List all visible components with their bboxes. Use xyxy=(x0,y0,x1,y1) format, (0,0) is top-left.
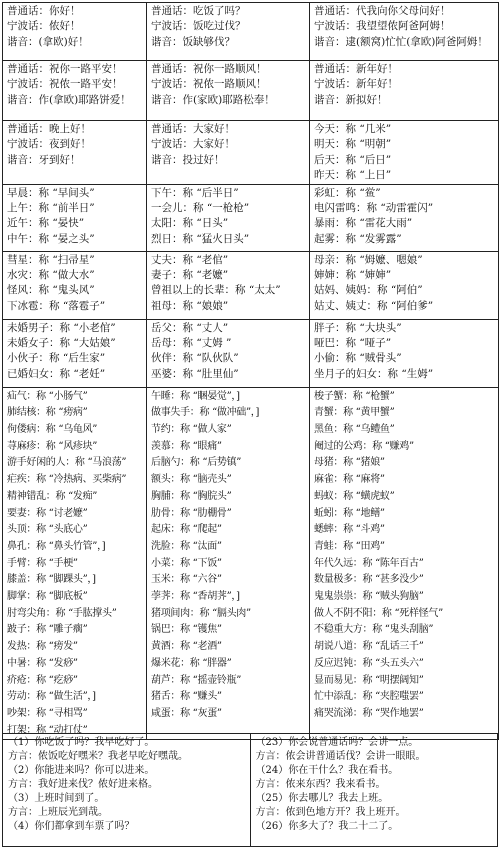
entry-line: 今天：称 “几米” xyxy=(314,123,392,135)
entry-line: 数量极多：称 “甚多没少” xyxy=(314,574,424,586)
table-cell xyxy=(3,251,147,319)
entry-line: 胖子：称 “大块头” xyxy=(314,321,402,334)
entry-line: 姑丈、姨丈：称 “阿伯爹” xyxy=(314,299,434,312)
table-cell xyxy=(3,319,147,387)
entry-line: 彩虹：称 “鲎” xyxy=(314,186,381,199)
entry-line: 发热：称 “痨发” xyxy=(7,641,78,653)
entry-line: 膝盖：称 “脚踝头”，] xyxy=(7,574,96,586)
table-row xyxy=(3,3,499,61)
entry-line: 青蛙：称 “田鸡” xyxy=(314,540,385,552)
entry-line: 起床：称 “爬起” xyxy=(151,524,222,536)
entry-line: 谐音：牙到好！ xyxy=(7,153,81,166)
entry-line: 游手好闲的人：称 “马浪荡” xyxy=(7,457,127,469)
entry-line: 精神错乱：称 “发痴” xyxy=(7,490,98,502)
entry-line: 鼻孔：称 “鼻头竹管”，] xyxy=(7,540,106,552)
entry-line: 上午：称 “前半日” xyxy=(7,202,95,215)
entry-line: 普通话：代我向你父母问好！ xyxy=(314,5,451,17)
entry-line: 中暑：称 “发痧” xyxy=(7,657,78,669)
entry-line: 黄酒：称 “老酒” xyxy=(151,641,222,653)
entry-line: 打架：称 “动打仗” xyxy=(7,724,88,736)
entry-line: 下冰雹：称 “落雹子” xyxy=(7,299,106,312)
entry-line: 午睡：称 “睏晏觉”，] xyxy=(151,390,240,402)
entry-line: 蟋蟀：称 “斗鸡” xyxy=(314,524,385,536)
entry-line: 彗星：称 “扫帚星” xyxy=(7,253,95,266)
entry-line: 母亲：称 “姆嬷、嗯娘” xyxy=(314,253,423,266)
entry-line: 阉过的公鸡：称 “赚鸡” xyxy=(314,440,414,452)
entry-line: 脚掌：称 “脚底板” xyxy=(7,591,88,603)
entry-line: 青蟹：称 “黄甲蟹” xyxy=(314,407,395,419)
dialogue-line: 方言：上班辰光到哉。 xyxy=(8,807,108,818)
entry-line: 疝气：称 “小肠气” xyxy=(7,390,88,402)
entry-line: 未婚男子：称 “小老倌” xyxy=(7,321,116,334)
dialogue-line: 方言：我好进来伐？侬好进来格。 xyxy=(8,779,158,790)
entry-line: 跛子：称 “雕子瘸” xyxy=(7,624,88,636)
entry-line: 痛哭流涕：称 “哭作地罢” xyxy=(314,707,424,719)
table-cell xyxy=(147,387,310,740)
entry-line: 谐音：逮(额窝)忙忙(拿欧)阿爸阿姆！ xyxy=(314,35,488,48)
entry-line: 荸荠：称 “香胡荠”，] xyxy=(151,591,240,603)
entry-line: 岳父：称 “丈人” xyxy=(151,321,229,334)
entry-line: 劳动：称 “做生活”，] xyxy=(7,691,96,703)
dialogue-line: 方言：侬会讲普通话伐？会讲一眼眼。 xyxy=(255,751,426,762)
entry-line: 不稳重大方：称 “鬼头刮脑” xyxy=(314,624,434,636)
dialogue-line: （3）上班时间到了。 xyxy=(8,793,105,804)
entry-line: 宁波话：新年好！ xyxy=(314,78,398,91)
entry-line: 宁波话：侬好！ xyxy=(7,20,81,33)
entry-line: 爆米花：称 “胖器” xyxy=(151,657,232,669)
entry-line: 普通话：祝你一路顺风！ xyxy=(151,63,267,75)
table-row xyxy=(3,184,499,251)
entry-line: 一会儿：称 “一枪枪” xyxy=(151,202,250,215)
entry-line: 谐音：投过好！ xyxy=(151,153,225,166)
entry-line: 猪舌：称 “赚头” xyxy=(151,691,222,703)
entry-line: 谐音：作(家欧)耶路松奉！ xyxy=(151,93,275,106)
entry-line: 姑妈、姨妈：称 “阿伯” xyxy=(314,284,423,297)
entry-line: 后脑勺：称 “后势镇” xyxy=(151,457,242,469)
entry-line: 小菜：称 “下饭” xyxy=(151,557,222,569)
entry-line: 巫婆：称 “肚里仙” xyxy=(151,367,239,380)
entry-line: 后天：称 “后日” xyxy=(314,153,392,166)
table-cell xyxy=(3,61,147,121)
entry-line: 手臂：称 “手梗” xyxy=(7,557,78,569)
entry-line: 普通话：新年好！ xyxy=(314,63,398,75)
dialogue-column-left xyxy=(3,734,250,846)
table-cell xyxy=(310,319,499,387)
dialogue-line: （1）你吃饭了吗？我早吃好了。 xyxy=(8,737,155,748)
entry-line: 早晨：称 “早间头” xyxy=(7,186,95,199)
entry-line: 宁波话：祝侬一路顺风！ xyxy=(151,78,267,91)
entry-line: 麻雀：称 “麻将” xyxy=(314,474,385,486)
entry-line: 宁波话：夜到好！ xyxy=(7,138,91,151)
entry-line: 哑巴：称 “哑子” xyxy=(314,337,392,350)
entry-line: 丈夫：称 “老倌” xyxy=(151,253,229,266)
table-cell xyxy=(3,387,147,740)
entry-line: 反应迟钝：称 “头五头六” xyxy=(314,657,424,669)
entry-line: 下午：称 “后半日” xyxy=(151,186,239,199)
entry-line: 伙伴：称 “队伙队” xyxy=(151,352,239,365)
entry-line: 节约：称 “做人家” xyxy=(151,424,232,436)
entry-line: 太阳：称 “日头” xyxy=(151,217,229,230)
entry-line: 未婚女子：称 “大姑娘” xyxy=(7,337,116,350)
entry-line: 咸蛋：称 “灰蛋” xyxy=(151,707,222,719)
entry-line: 婶婶：称 “婶婶” xyxy=(314,269,392,282)
table-cell xyxy=(147,61,310,121)
entry-line: 宁波话：祝侬一路平安！ xyxy=(7,78,123,91)
table-cell xyxy=(310,121,499,185)
entry-line: 锅巴：称 “镬焦” xyxy=(151,624,222,636)
entry-line: 吵架：称 “寻相骂” xyxy=(7,707,88,719)
entry-line: 做人不阴不阳：称 “死样怪气” xyxy=(314,607,443,619)
entry-line: 宁波话：大家好！ xyxy=(151,138,235,151)
table-cell xyxy=(147,184,310,251)
entry-line: 猪项间肉：称 “膈头肉” xyxy=(151,607,251,619)
entry-line: 洗脸：称 “汰面” xyxy=(151,540,222,552)
entry-line: 普通话：你好！ xyxy=(7,5,81,17)
entry-line: 谐音：新拟好！ xyxy=(314,93,388,106)
table-cell xyxy=(3,121,147,185)
table-cell xyxy=(310,3,499,61)
entry-line: 宁波话：我望望侬阿爸阿姆！ xyxy=(314,20,451,33)
entry-line: 玉米：称 “六谷” xyxy=(151,574,222,586)
entry-line: 要妻：称 “讨老嬷” xyxy=(7,507,88,519)
entry-line: 中午：称 “晏之头” xyxy=(7,232,95,245)
table-cell xyxy=(147,251,310,319)
dialogue-line: （25）你去哪儿？我去上班。 xyxy=(255,793,389,804)
entry-line: 年代久远：称 “陈年百古” xyxy=(314,557,424,569)
entry-line: 额头：称 “脑壳头” xyxy=(151,474,232,486)
entry-line: 怪风：称 “鬼头风” xyxy=(7,284,95,297)
entry-line: 做事失手：称 “做冲础”，] xyxy=(151,407,260,419)
entry-line: 胡说八道：称 “乱话三千” xyxy=(314,641,424,653)
entry-line: 荨麻疹：称 “风疹块” xyxy=(7,440,98,452)
entry-line: 烈日：称 “猛火日头” xyxy=(151,232,250,245)
entry-line: 忙中添乱：称 “夹腔嗤罢” xyxy=(314,691,424,703)
entry-line: 电闪雷鸣：称 “动雷霍闪” xyxy=(314,202,434,215)
dialogue-line: （2）你能进来吗？你可以进来。 xyxy=(8,765,155,776)
table-row xyxy=(3,61,499,121)
table-cell xyxy=(147,3,310,61)
dialogue-box xyxy=(2,733,498,847)
entry-line: 水灾：称 “做大水” xyxy=(7,269,95,282)
entry-line: 普通话：大家好！ xyxy=(151,123,235,135)
entry-line: 小伙子：称 “后生家” xyxy=(7,352,106,365)
dialogue-column-right xyxy=(250,734,498,846)
entry-line: 谐音：作(拿欧)耶路饼爱！ xyxy=(7,93,131,106)
table-cell xyxy=(3,3,147,61)
dialogue-line: （24）你在干什么？我在看书。 xyxy=(255,765,399,776)
entry-line: 谐音：饭缺够伐？ xyxy=(151,35,235,48)
table-cell xyxy=(3,184,147,251)
entry-line: 起雾：称 “发雾露” xyxy=(314,232,402,245)
entry-line: 蚯蚓：称 “地鳝” xyxy=(314,507,385,519)
entry-line: 明天：称 “明朝” xyxy=(314,138,392,151)
entry-line: 母猪：称 “猪娘” xyxy=(314,457,385,469)
entry-line: 普通话：祝你一路平安！ xyxy=(7,63,123,75)
table-cell xyxy=(310,387,499,740)
entry-line: 羡慕：称 “眼痛” xyxy=(151,440,222,452)
table-row xyxy=(3,251,499,319)
entry-line: 头顶：称 “头底心” xyxy=(7,524,88,536)
dialogue-line: 方言：侬到色地方开？我上班开。 xyxy=(255,807,406,818)
entry-line: 梭子蟹：称 “枪蟹” xyxy=(314,390,395,402)
dialogue-line: （4）你们都拿到车票了吗？ xyxy=(8,821,135,832)
entry-line: 暴雨：称 “雷花大雨” xyxy=(314,217,413,230)
entry-line: 佝偻病：称 “乌龟风” xyxy=(7,424,98,436)
entry-line: 蚂蚁：称 “蟥虎蚁” xyxy=(314,490,395,502)
entry-line: 普通话：晚上好！ xyxy=(7,123,91,135)
entry-line: 谐音：(拿欧)好！ xyxy=(7,35,89,48)
vocabulary-table xyxy=(2,2,499,740)
dialogue-line: （26）你多大了？我二十二了。 xyxy=(255,821,399,832)
entry-line: 肺结核：称 “痨病” xyxy=(7,407,88,419)
entry-line: 已婚妇女：称 “老妊” xyxy=(7,367,106,380)
table-cell xyxy=(147,319,310,387)
entry-line: 肋骨：称 “肋棚骨” xyxy=(151,507,232,519)
entry-line: 小偷：称 “贼骨头” xyxy=(314,352,402,365)
entry-line: 黑鱼：称 “乌鳢鱼” xyxy=(314,424,395,436)
entry-line: 祖母：称 “娘娘” xyxy=(151,299,229,312)
entry-line: 鬼鬼祟祟：称 “贼头狗脑” xyxy=(314,591,424,603)
table-row xyxy=(3,319,499,387)
table-cell xyxy=(310,251,499,319)
entry-line: 疟疾：称 “冷热病、买柴病” xyxy=(7,474,127,486)
table-row xyxy=(3,387,499,740)
table-cell xyxy=(310,61,499,121)
entry-line: 宁波话：饭吃过伐？ xyxy=(151,20,246,33)
entry-line: 昨天：称 “上日” xyxy=(314,169,392,182)
entry-line: 疥疮：称 “疙痧” xyxy=(7,674,78,686)
table-row xyxy=(3,121,499,185)
entry-line: 岳母：称 “丈姆 ” xyxy=(151,337,232,350)
table-cell xyxy=(147,121,310,185)
table-cell xyxy=(310,184,499,251)
dialogue-line: 方言：侬饭吃好嘿米？我老早吃好嘿哉。 xyxy=(8,751,188,762)
entry-line: 普通话：吃饭了吗？ xyxy=(151,5,246,17)
entry-line: 胸脯：称 “胸脘头” xyxy=(151,490,232,502)
entry-line: 曾祖以上的长辈：称 “太太” xyxy=(151,284,281,297)
entry-line: 坐月子的妇女：称 “生姆” xyxy=(314,367,434,380)
entry-line: 近午：称 “晏快” xyxy=(7,217,85,230)
entry-line: 肘弯尖角：称 “手肱撑头” xyxy=(7,607,117,619)
dialogue-line: （23）你会说普通话吗？会讲一点。 xyxy=(255,737,419,748)
entry-line: 葫芦：称 “摇壶铃瓶” xyxy=(151,674,242,686)
entry-line: 显而易见：称 “明摆阔知” xyxy=(314,674,424,686)
dialogue-line: 方言：侬来东西？我来看书。 xyxy=(255,779,386,790)
entry-line: 妻子：称 “老嬷” xyxy=(151,269,229,282)
